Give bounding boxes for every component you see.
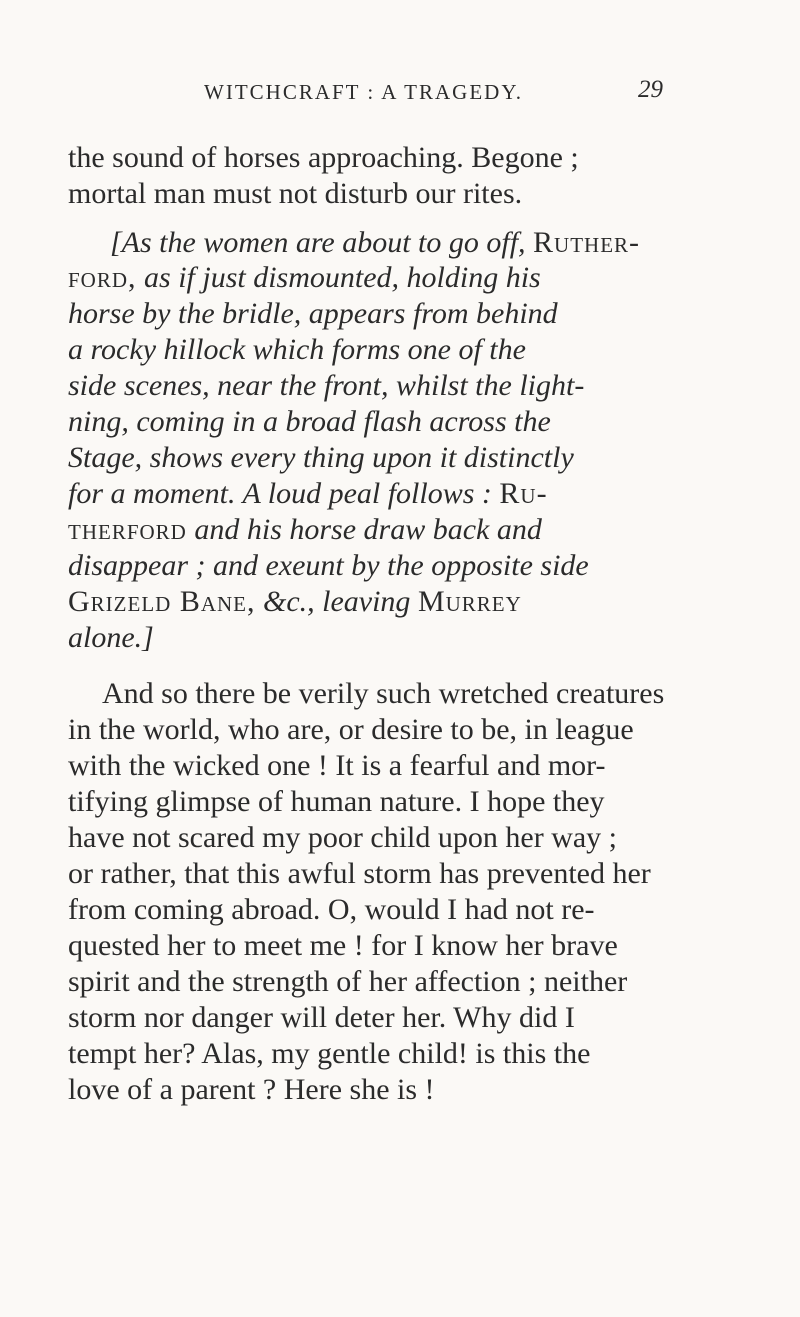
stage-direction-text: for a moment. A loud peal follows : — [68, 477, 492, 510]
stage-direction-line — [68, 476, 548, 512]
character-name: Murrey — [417, 585, 522, 618]
text-line: storm nor danger will deter her. Why did I — [68, 1001, 575, 1034]
stage-direction-text: [As the women are about to go off, — [110, 226, 526, 259]
character-name: ford, — [68, 261, 137, 294]
page-header — [0, 76, 800, 110]
text-line: And so there be verily such wretched creatures — [102, 677, 665, 710]
text-line: with the wicked one ! It is a fearful and mor- — [68, 749, 606, 782]
stage-direction-text: and his horse draw back and — [194, 513, 542, 546]
character-name: therford — [68, 513, 187, 546]
stage-direction-line — [68, 512, 542, 548]
text-line: love of a parent ? Here she is ! — [68, 1073, 435, 1106]
stage-direction-text: ning, coming in a broad flash across the — [68, 405, 551, 438]
stage-direction-text: alone.] — [68, 621, 154, 654]
text-line: from coming abroad. O, would I had not re- — [68, 893, 595, 926]
stage-direction-line — [68, 404, 551, 440]
stage-direction-text: as if just dismounted, holding his — [144, 261, 541, 294]
running-title: WITCHCRAFT : A TRAGEDY. — [204, 80, 524, 104]
text-line: quested her to meet me ! for I know her brave — [68, 929, 618, 962]
stage-direction-line — [68, 440, 574, 476]
stage-direction-text: a rocky hillock which forms one of the — [68, 333, 526, 366]
text-line: tempt her? Alas, my gentle child! is this the — [68, 1037, 591, 1070]
text-line: in the world, who are, or desire to be, in league — [68, 713, 634, 746]
character-name: Ru- — [499, 477, 548, 510]
text-line: spirit and the strength of her affection ; neither — [68, 965, 628, 998]
character-name: Ruther- — [533, 226, 641, 259]
stage-direction-text: side scenes, near the front, whilst the light- — [68, 369, 585, 402]
stage-direction-line — [110, 225, 640, 261]
stage-direction-line — [68, 620, 154, 656]
stage-direction-line — [68, 296, 558, 332]
page-number: 29 — [638, 76, 663, 103]
stage-direction-line — [68, 584, 522, 620]
text-line: mortal man must not disturb our rites. — [68, 177, 523, 210]
text-line: have not scared my poor child upon her way ; — [68, 821, 618, 854]
character-name: Grizeld Bane, — [68, 585, 256, 618]
stage-direction-text: horse by the bridle, appears from behind — [68, 297, 558, 330]
text-line: the sound of horses approaching. Begone ; — [68, 141, 579, 174]
stage-direction-line — [68, 368, 584, 404]
stage-direction-line — [68, 332, 526, 368]
stage-direction-text: Stage, shows every thing upon it distinctly — [68, 441, 574, 474]
text-line: or rather, that this awful storm has prevented her — [68, 857, 651, 890]
stage-direction-text: disappear ; and exeunt by the opposite side — [68, 549, 589, 582]
stage-direction-line — [68, 548, 589, 584]
text-line: tifying glimpse of human nature. I hope they — [68, 785, 605, 818]
stage-direction-line — [68, 260, 541, 296]
stage-direction-text: &c., leaving — [262, 585, 411, 618]
